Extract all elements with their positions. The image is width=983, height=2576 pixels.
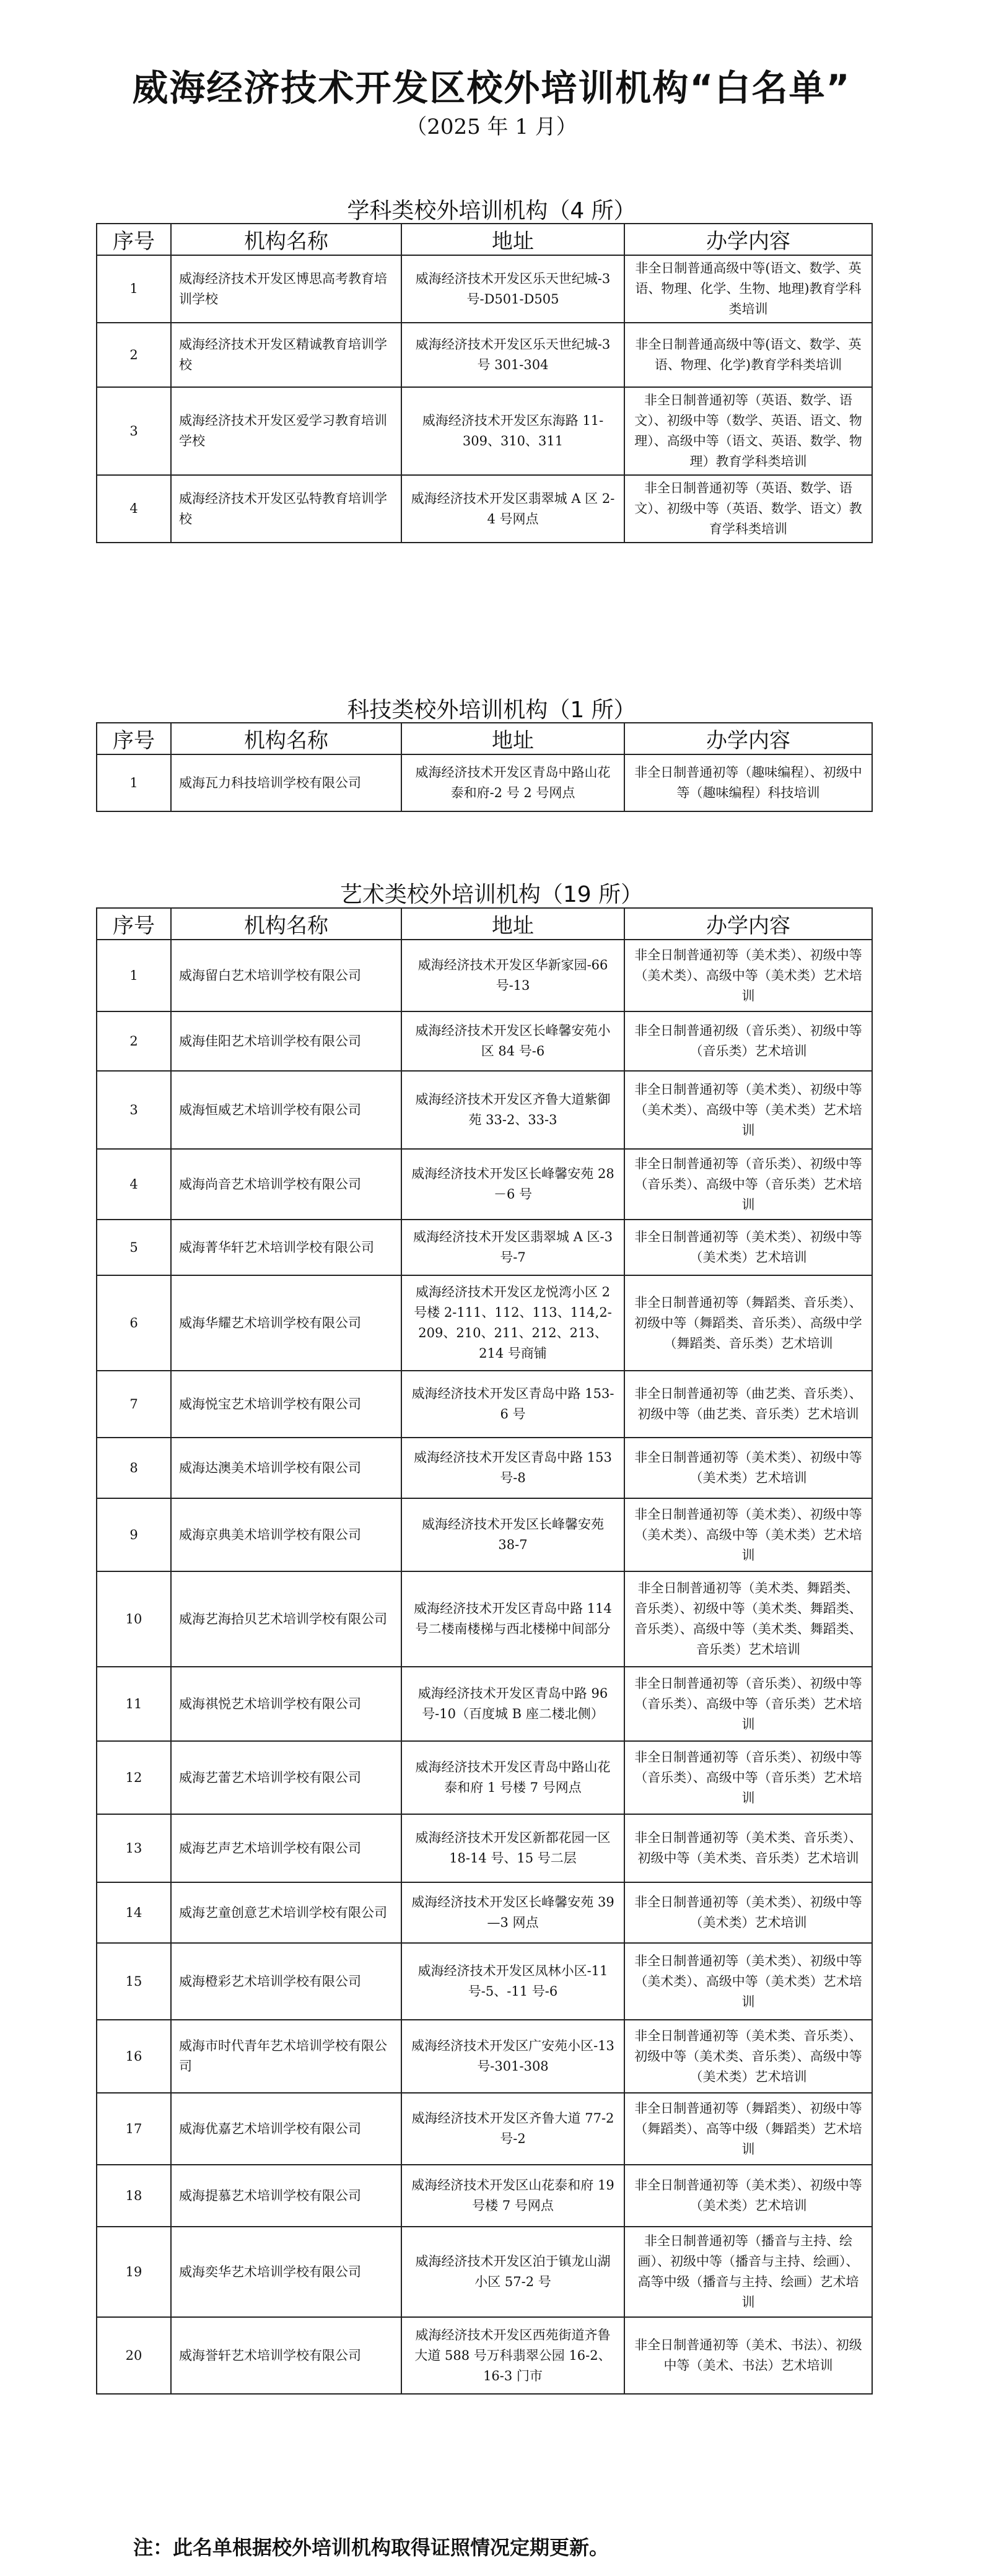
table-row: [97, 1071, 872, 1149]
row-no: 3: [97, 1071, 171, 1149]
row-address: 威海经济技术开发区广安苑小区-13 号-301-308: [401, 2020, 624, 2093]
table-row: [97, 754, 872, 811]
row-content: 非全日制普通初等（美术类）、初级中等（美术类）、高级中等（美术类）艺术培训: [624, 1498, 872, 1571]
row-name: 威海提慕艺术培训学校有限公司: [171, 2165, 401, 2227]
table-row: [97, 1667, 872, 1741]
row-content: 非全日制普通初等（美术类）、初级中等（美术类）、高级中等（美术类）艺术培训: [624, 1943, 872, 2020]
row-content: 非全日制普通初等（美术类）、初级中等（美术类）、高级中等（美术类）艺术培训: [624, 1071, 872, 1149]
row-name: 威海橙彩艺术培训学校有限公司: [171, 1943, 401, 2020]
footnote: 注：此名单根据校外培训机构取得证照情况定期更新。: [133, 2536, 609, 2559]
row-address: 威海经济技术开发区长峰馨安苑 28－6 号: [401, 1149, 624, 1220]
row-content: 非全日制普通初等（舞蹈类、音乐类）、初级中等（舞蹈类、音乐类）、高级中学（舞蹈类、音乐类）艺术培训: [624, 1275, 872, 1371]
row-no: 2: [97, 323, 171, 387]
row-content: 非全日制普通初等（音乐类）、初级中等（音乐类）、高级中等（音乐类）艺术培训: [624, 1667, 872, 1741]
row-no: 20: [97, 2317, 171, 2394]
table-row: [97, 2020, 872, 2093]
table-row: [97, 1814, 872, 1882]
header-content: 办学内容: [624, 908, 872, 940]
row-no: 9: [97, 1498, 171, 1571]
row-no: 8: [97, 1438, 171, 1498]
row-no: 3: [97, 387, 171, 475]
header-name: 机构名称: [171, 723, 401, 754]
header-no: 序号: [97, 723, 171, 754]
row-address: 威海经济技术开发区齐鲁大道 77-2 号-2: [401, 2093, 624, 2165]
row-name: 威海留白艺术培训学校有限公司: [171, 940, 401, 1011]
section-title-subject: 学科类校外培训机构（4 所）: [347, 198, 636, 224]
row-no: 6: [97, 1275, 171, 1371]
row-content: 非全日制普通初等（美术、书法）、初级中等（美术、书法）艺术培训: [624, 2317, 872, 2394]
table-header: [97, 224, 872, 255]
row-address: 威海经济技术开发区长峰馨安苑 39—3 网点: [401, 1882, 624, 1943]
row-no: 1: [97, 940, 171, 1011]
row-no: 1: [97, 754, 171, 811]
row-address: 威海经济技术开发区青岛中路 96 号-10（百度城 B 座二楼北侧）: [401, 1667, 624, 1741]
row-no: 7: [97, 1371, 171, 1438]
table-row: [97, 1275, 872, 1371]
row-address: 威海经济技术开发区西苑街道齐鲁大道 588 号万科翡翠公园 16-2、16-3 门市: [401, 2317, 624, 2394]
row-address: 威海经济技术开发区乐天世纪城-3 号 301-304: [401, 323, 624, 387]
page-subtitle: （2025 年 1 月）: [406, 115, 577, 139]
row-address: 威海经济技术开发区龙悦湾小区 2 号楼 2-111、112、113、114,2-209、210、211、212、213、214 号商铺: [401, 1275, 624, 1371]
row-no: 10: [97, 1571, 171, 1667]
row-content: 非全日制普通初等（英语、数学、语文）、初级中等（英语、数学、语文）教育学科类培训: [624, 475, 872, 543]
row-content: 非全日制普通初等（舞蹈类）、初级中等（舞蹈类）、高等中级（舞蹈类）艺术培训: [624, 2093, 872, 2165]
table-row: [97, 2227, 872, 2317]
row-name: 威海市时代青年艺术培训学校有限公司: [171, 2020, 401, 2093]
table-row: [97, 1220, 872, 1275]
row-address: 威海经济技术开发区翡翠城 A 区 2-4 号网点: [401, 475, 624, 543]
row-content: 非全日制普通高级中等(语文、数学、英语、物理、化学)教育学科类培训: [624, 323, 872, 387]
header-content: 办学内容: [624, 224, 872, 255]
table-row: [97, 2317, 872, 2394]
row-name: 威海达澳美术培训学校有限公司: [171, 1438, 401, 1498]
row-no: 5: [97, 1220, 171, 1275]
table-tech: [96, 722, 873, 812]
table-art: [96, 907, 873, 2395]
table-row: [97, 2165, 872, 2227]
row-content: 非全日制普通初等（美术类）、初级中等（美术类）艺术培训: [624, 1220, 872, 1275]
row-address: 威海经济技术开发区青岛中路山花泰和府 1 号楼 7 号网点: [401, 1741, 624, 1814]
table-row: [97, 387, 872, 475]
row-no: 4: [97, 1149, 171, 1220]
row-name: 威海艺童创意艺术培训学校有限公司: [171, 1882, 401, 1943]
row-address: 威海经济技术开发区泊于镇龙山湖小区 57-2 号: [401, 2227, 624, 2317]
row-content: 非全日制普通初等（音乐类）、初级中等（音乐类）、高级中等（音乐类）艺术培训: [624, 1149, 872, 1220]
table-row: [97, 1571, 872, 1667]
row-name: 威海菁华轩艺术培训学校有限公司: [171, 1220, 401, 1275]
row-content: 非全日制普通初级（音乐类）、初级中等（音乐类）艺术培训: [624, 1011, 872, 1071]
row-address: 威海经济技术开发区凤林小区-11 号-5、-11 号-6: [401, 1943, 624, 2020]
row-no: 17: [97, 2093, 171, 2165]
section-title-art: 艺术类校外培训机构（19 所）: [339, 882, 644, 907]
header-address: 地址: [401, 224, 624, 255]
table-header: [97, 908, 872, 940]
row-content: 非全日制普通初等（曲艺类、音乐类）、初级中等（曲艺类、音乐类）艺术培训: [624, 1371, 872, 1438]
row-name: 威海尚音艺术培训学校有限公司: [171, 1149, 401, 1220]
header-address: 地址: [401, 723, 624, 754]
table-header: [97, 723, 872, 754]
table-row: [97, 1011, 872, 1071]
header-no: 序号: [97, 224, 171, 255]
row-no: 16: [97, 2020, 171, 2093]
row-no: 19: [97, 2227, 171, 2317]
row-address: 威海经济技术开发区长峰馨安苑小区 84 号-6: [401, 1011, 624, 1071]
row-no: 18: [97, 2165, 171, 2227]
row-name: 威海艺蕾艺术培训学校有限公司: [171, 1741, 401, 1814]
row-no: 2: [97, 1011, 171, 1071]
row-name: 威海瓦力科技培训学校有限公司: [171, 754, 401, 811]
table-row: [97, 1438, 872, 1498]
row-content: 非全日制普通初等（趣味编程）、初级中等（趣味编程）科技培训: [624, 754, 872, 811]
row-no: 11: [97, 1667, 171, 1741]
row-address: 威海经济技术开发区齐鲁大道紫御苑 33-2、33-3: [401, 1071, 624, 1149]
table-row: [97, 1498, 872, 1571]
row-no: 15: [97, 1943, 171, 2020]
row-address: 威海经济技术开发区新都花园一区 18-14 号、15 号二层: [401, 1814, 624, 1882]
row-name: 威海经济技术开发区博思高考教育培训学校: [171, 255, 401, 323]
row-address: 威海经济技术开发区青岛中路 153 号-8: [401, 1438, 624, 1498]
row-address: 威海经济技术开发区乐天世纪城-3 号-D501-D505: [401, 255, 624, 323]
row-name: 威海经济技术开发区爱学习教育培训学校: [171, 387, 401, 475]
row-address: 威海经济技术开发区青岛中路山花泰和府-2 号 2 号网点: [401, 754, 624, 811]
row-name: 威海华耀艺术培训学校有限公司: [171, 1275, 401, 1371]
row-name: 威海优嘉艺术培训学校有限公司: [171, 2093, 401, 2165]
row-content: 非全日制普通初等（美术类、音乐类）、初级中等（美术类、音乐类）艺术培训: [624, 1814, 872, 1882]
row-content: 非全日制普通初等（音乐类）、初级中等（音乐类）、高级中等（音乐类）艺术培训: [624, 1741, 872, 1814]
table-row: [97, 1882, 872, 1943]
row-content: 非全日制普通初等（美术类）、初级中等（美术类）、高级中等（美术类）艺术培训: [624, 940, 872, 1011]
row-name: 威海悦宝艺术培训学校有限公司: [171, 1371, 401, 1438]
table-row: [97, 2093, 872, 2165]
page-title: 威海经济技术开发区校外培训机构“白名单”: [132, 67, 851, 109]
row-name: 威海京典美术培训学校有限公司: [171, 1498, 401, 1571]
table-row: [97, 323, 872, 387]
row-name: 威海佳阳艺术培训学校有限公司: [171, 1011, 401, 1071]
row-content: 非全日制普通初等（美术类）、初级中等（美术类）艺术培训: [624, 1438, 872, 1498]
row-name: 威海誉轩艺术培训学校有限公司: [171, 2317, 401, 2394]
table-row: [97, 1943, 872, 2020]
row-name: 威海恒威艺术培训学校有限公司: [171, 1071, 401, 1149]
header-address: 地址: [401, 908, 624, 940]
row-name: 威海奕华艺术培训学校有限公司: [171, 2227, 401, 2317]
table-row: [97, 940, 872, 1011]
row-address: 威海经济技术开发区青岛中路 153-6 号: [401, 1371, 624, 1438]
row-name: 威海艺声艺术培训学校有限公司: [171, 1814, 401, 1882]
table-row: [97, 1149, 872, 1220]
row-name: 威海艺海拾贝艺术培训学校有限公司: [171, 1571, 401, 1667]
row-no: 4: [97, 475, 171, 543]
row-content: 非全日制普通初等（美术类、音乐类）、初级中等（美术类、音乐类）、高级中等（美术类）艺术培训: [624, 2020, 872, 2093]
header-name: 机构名称: [171, 908, 401, 940]
row-content: 非全日制普通初等（美术类）、初级中等（美术类）艺术培训: [624, 1882, 872, 1943]
table-row: [97, 1371, 872, 1438]
row-content: 非全日制普通初等（美术类）、初级中等（美术类）艺术培训: [624, 2165, 872, 2227]
row-name: 威海经济技术开发区精诚教育培训学校: [171, 323, 401, 387]
row-no: 13: [97, 1814, 171, 1882]
row-no: 1: [97, 255, 171, 323]
row-no: 14: [97, 1882, 171, 1943]
row-address: 威海经济技术开发区翡翠城 A 区-3 号-7: [401, 1220, 624, 1275]
row-content: 非全日制普通初等（英语、数学、语文）、初级中等（数学、英语、语文、物理）、高级中等（语文、英语、数学、物理）教育学科类培训: [624, 387, 872, 475]
header-name: 机构名称: [171, 224, 401, 255]
row-name: 威海经济技术开发区弘特教育培训学校: [171, 475, 401, 543]
row-content: 非全日制普通初等（美术类、舞蹈类、音乐类）、初级中等（美术类、舞蹈类、音乐类）、高级中等（美术类、舞蹈类、音乐类）艺术培训: [624, 1571, 872, 1667]
row-address: 威海经济技术开发区长峰馨安苑 38-7: [401, 1498, 624, 1571]
row-content: 非全日制普通初等（播音与主持、绘画）、初级中等（播音与主持、绘画）、高等中级（播音与主持、绘画）艺术培训: [624, 2227, 872, 2317]
table-subject: [96, 223, 873, 543]
row-no: 12: [97, 1741, 171, 1814]
table-row: [97, 255, 872, 323]
header-content: 办学内容: [624, 723, 872, 754]
row-address: 威海经济技术开发区青岛中路 114 号二楼南楼梯与西北楼梯中间部分: [401, 1571, 624, 1667]
row-address: 威海经济技术开发区华新家园-66 号-13: [401, 940, 624, 1011]
header-no: 序号: [97, 908, 171, 940]
row-name: 威海祺悦艺术培训学校有限公司: [171, 1667, 401, 1741]
row-address: 威海经济技术开发区山花泰和府 19 号楼 7 号网点: [401, 2165, 624, 2227]
section-title-tech: 科技类校外培训机构（1 所）: [347, 697, 636, 723]
table-row: [97, 1741, 872, 1814]
table-row: [97, 475, 872, 543]
row-address: 威海经济技术开发区东海路 11-309、310、311: [401, 387, 624, 475]
row-content: 非全日制普通高级中等(语文、数学、英语、物理、化学、生物、地理)教育学科类培训: [624, 255, 872, 323]
